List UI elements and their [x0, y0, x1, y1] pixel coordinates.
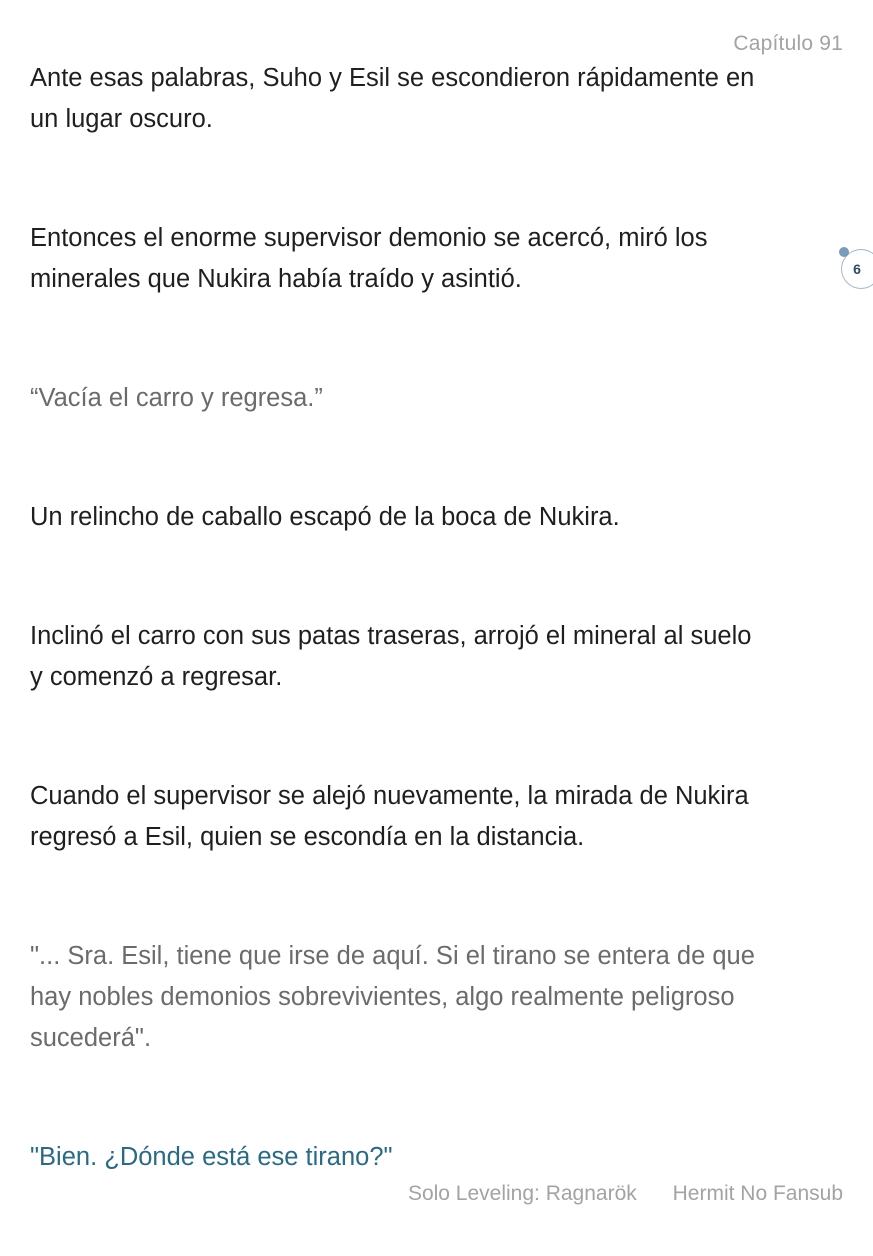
paragraph-4: Un relincho de caballo escapó de la boca de Nukira.	[30, 503, 620, 531]
chapter-header: Capítulo 91	[733, 32, 843, 55]
paragraph-comment-button[interactable]	[841, 249, 873, 289]
comment-count: 6	[853, 261, 861, 277]
translator-credit: Hermit No Fansub	[672, 1182, 843, 1205]
novel-title: Solo Leveling: Ragnarök	[407, 1182, 637, 1205]
paragraph-1: Ante esas palabras, Suho y Esil se escondieron rápidamente en un lugar oscuro.	[30, 64, 755, 133]
paragraph-6: Cuando el supervisor se alejó nuevamente, la mirada de Nukira regresó a Esil, quien se escondía en la distancia.	[30, 782, 749, 851]
paragraph-3: “Vacía el carro y regresa.”	[30, 384, 323, 412]
paragraph-7: "... Sra. Esil, tiene que irse de aquí. Si el tirano se entera de que hay nobles demonios sobrevivientes, algo realmente peligroso sucederá".	[30, 942, 755, 1052]
footer	[408, 1182, 843, 1206]
paragraph-2: Entonces el enorme supervisor demonio se acercó, miró los minerales que Nukira había traído y asintió.	[30, 224, 708, 293]
chapter-text	[30, 58, 830, 1256]
paragraph-8: "Bien. ¿Dónde está ese tirano?"	[30, 1143, 393, 1171]
paragraph-5: Inclinó el carro con sus patas traseras, arrojó el mineral al suelo y comenzó a regresar.	[30, 622, 752, 691]
